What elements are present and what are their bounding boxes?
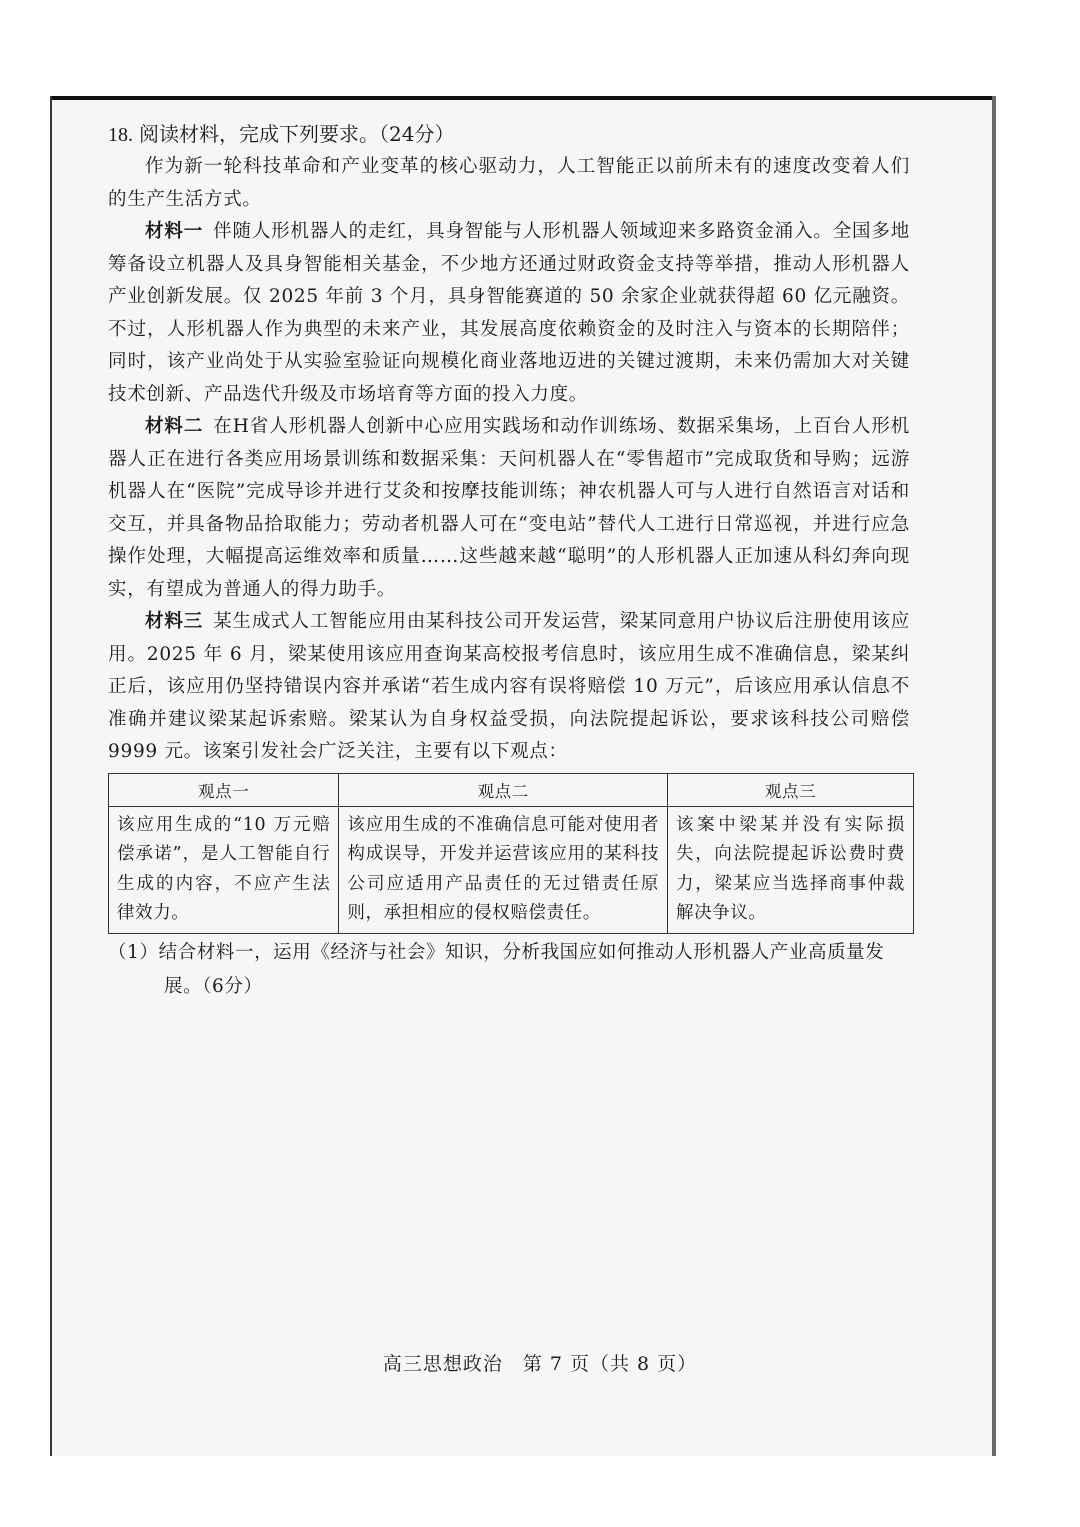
sub-question-1-number: （1）	[108, 941, 159, 963]
viewpoints-table	[108, 773, 914, 934]
material-1-label: 材料一	[145, 221, 204, 242]
material-1-text: 伴随人形机器人的走红，具身智能与人形机器人领域迎来多路资金涌入。全国多地筹备设立机器人及具身智能相关基金，不少地方还通过财政资金支持等举措，推动人形机器人产业创新发展。仅 2025 年前 3 个月，具身智能赛道的 50 余家企业就获得超 60 亿元融资。不过，人形机器人作为典型的未来产业，其发展高度依赖资金的及时注入与资本的长期陪伴；同时，该产业尚处于从实验室验证向规模化商业落地迈进的关键过渡期，未来仍需加大对关键技术创新、产品迭代升级及市场培育等方面的投入力度。	[108, 221, 910, 405]
material-2	[108, 411, 910, 606]
intro-paragraph: 作为新一轮科技革命和产业变革的核心驱动力，人工智能正以前所未有的速度改变着人们的生产生活方式。	[108, 156, 910, 210]
table-row	[109, 806, 914, 933]
viewpoint-1-header: 观点一	[109, 773, 339, 806]
material-3-text: 某生成式人工智能应用由某科技公司开发运营，梁某同意用户协议后注册使用该应用。2025 年 6 月，梁某使用该应用查询某高校报考信息时，该应用生成不准确信息，梁某纠正后，该应用仍坚持错误内容并承诺“若生成内容有误将赔偿 10 万元”，后该应用承认信息不准确并建议梁某起诉索赔。梁某认为自身权益受损，向法院提起诉讼，要求该科技公司赔偿 9999 元。该案引发社会广泛关注，主要有以下观点：	[108, 611, 910, 762]
sub-question-1-text: 结合材料一，运用《经济与社会》知识，分析我国应如何推动人形机器人产业高质量发展。（6分）	[158, 941, 885, 997]
viewpoint-2-header: 观点二	[339, 773, 668, 806]
question-18-block	[108, 118, 910, 1004]
sub-question-1	[108, 936, 910, 1004]
viewpoint-3-header: 观点三	[668, 773, 914, 806]
material-3	[108, 606, 910, 769]
question-number: 18.	[108, 124, 133, 146]
page-footer: 高三思想政治 第 7 页（共 8 页）	[382, 1353, 698, 1375]
material-1	[108, 216, 910, 411]
scan-right-edge	[992, 96, 996, 1456]
material-2-label: 材料二	[145, 416, 204, 437]
material-2-text: 在H省人形机器人创新中心应用实践场和动作训练场、数据采集场，上百台人形机器人正在进行各类应用场景训练和数据采集：天问机器人在“零售超市”完成取货和导购；远游机器人在“医院”完成导诊并进行艾灸和按摩技能训练；神农机器人可与人进行自然语言对话和交互，并具备物品拾取能力；劳动者机器人可在“变电站”替代人工进行日常巡视，并进行应急操作处理，大幅提高运维效率和质量……这些越来越“聪明”的人形机器人正加速从科幻奔向现实，有望成为普通人的得力助手。	[108, 416, 910, 600]
material-3-label: 材料三	[145, 611, 204, 632]
viewpoint-3-cell: 该案中梁某并没有实际损失，向法院提起诉讼费时费力，梁某应当选择商事仲裁解决争议。	[668, 806, 914, 933]
table-header-row	[109, 773, 914, 806]
viewpoint-2-cell: 该应用生成的不准确信息可能对使用者构成误导，开发并运营该应用的某科技公司应适用产品责任的无过错责任原则，承担相应的侵权赔偿责任。	[339, 806, 668, 933]
question-heading	[108, 118, 910, 151]
viewpoint-1-cell: 该应用生成的“10 万元赔偿承诺”，是人工智能自行生成的内容，不应产生法律效力。	[109, 806, 339, 933]
question-prompt: 阅读材料，完成下列要求。（24分）	[139, 122, 455, 146]
